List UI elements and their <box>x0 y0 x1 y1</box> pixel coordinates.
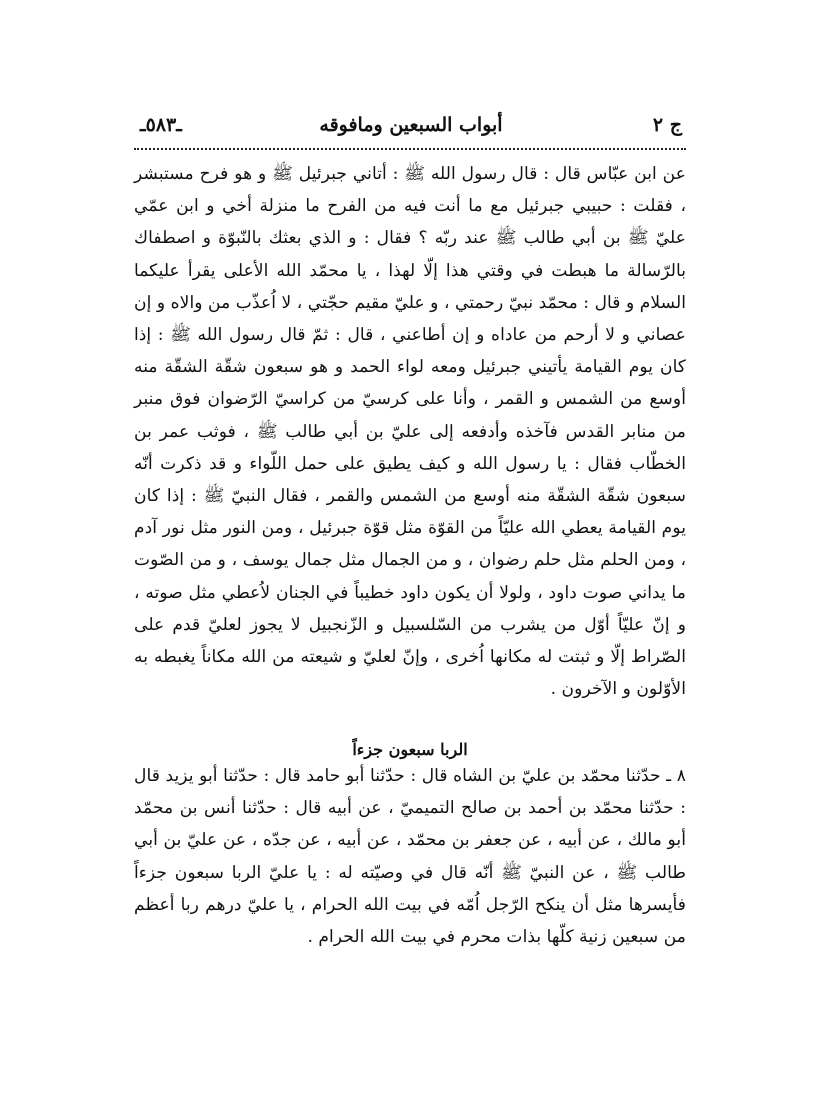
hadith-paragraph: عن ابن عبّاس قال : قال رسول الله ﷺ : أتاني جبرئيل ﷺ و هو فرح مستبشر ، فقلت : حبيبي جبرئيل مع ما أنت فيه من الفرح ما منزلة أخي و ابن عمّي عليّ ﷺ بن أبي طالب ﷺ عند ربّه ؟ فقال : و الذي بعثك بالنّبوّة و اصطفاك بالرّسالة ما هبطت في وقتي هذا إلّا لهذا ، يا محمّد الله الأعلى يقرأ عليكما السلام و قال : محمّد نبيّ رحمتي ، و عليّ مقيم حجّتي ، لا اُعذّب من والاه و إن عصاني و لا أرحم من عاداه و إن أطاعني ، قال : ثمّ قال رسول الله ﷺ : إذا كان يوم القيامة يأتيني جبرئيل ومعه لواء الحمد و هو سبعون شقّة الشقّة منه أوسع من الشمس و القمر ، وأنا على كرسيّ من كراسيّ الرّضوان فوق منبر من منابر القدس فآخذه وأدفعه إلى عليّ بن أبي طالب ﷺ ، فوثب عمر بن الخطّاب فقال : يا رسول الله و كيف يطيق على حمل اللّواء و قد ذكرت أنّه سبعون شقّة الشقّة منه أوسع من الشمس والقمر ، فقال النبيّ ﷺ : إذا كان يوم القيامة يعطي الله عليّاً من القوّة مثل قوّة جبرئيل ، ومن النور مثل نور آدم ، ومن الحلم مثل حلم رضوان ، و من الجمال مثل جمال يوسف ، و من الصّوت ما يداني صوت داود ، ولولا أن يكون داود خطيباً في الجنان لاُعطي مثل صوته ، و إنّ عليّاً أوّل من يشرب من السّلسبيل و الزّنجبيل لا يجوز لعليّ قدم على الصّراط إلّا و ثبتت له مكانها اُخرى ، وإنّ لعليّ و شيعته من الله مكاناً يغبطه به الأوّلون و الآخرون . <box>134 164 686 700</box>
page-number: ـ٥٨٣ـ <box>140 114 182 136</box>
main-text-block <box>134 158 686 705</box>
running-title: أبواب السبعين ومافوقه <box>319 114 503 136</box>
page-header <box>140 108 682 144</box>
volume-label: ج ٢ <box>652 114 682 136</box>
hadith-paragraph-8: ٨ ـ حدّثنا محمّد بن عليّ بن الشاه قال : حدّثنا أبو حامد قال : حدّثنا أبو يزيد قال : حدّثنا محمّد بن أحمد بن صالح التميميّ ، عن أبيه قال : حدّثنا أنس بن محمّد أبو مالك ، عن أبيه ، عن جعفر بن محمّد ، عن أبيه ، عن جدّه ، عن عليّ بن أبي طالب ﷺ ، عن النبيّ ﷺ أنّه قال في وصيّته له : يا عليّ الربا سبعون جزءاً فأيسرها مثل أن ينكح الرّجل اُمّه في بيت الله الحرام ، يا عليّ درهم ربا أعظم من سبعين زنية كلّها بذات محرم في بيت الله الحرام . <box>134 766 686 948</box>
header-divider <box>134 148 686 150</box>
section-heading: الربا سبعون جزءاً <box>352 740 468 759</box>
second-text-block <box>134 760 686 953</box>
